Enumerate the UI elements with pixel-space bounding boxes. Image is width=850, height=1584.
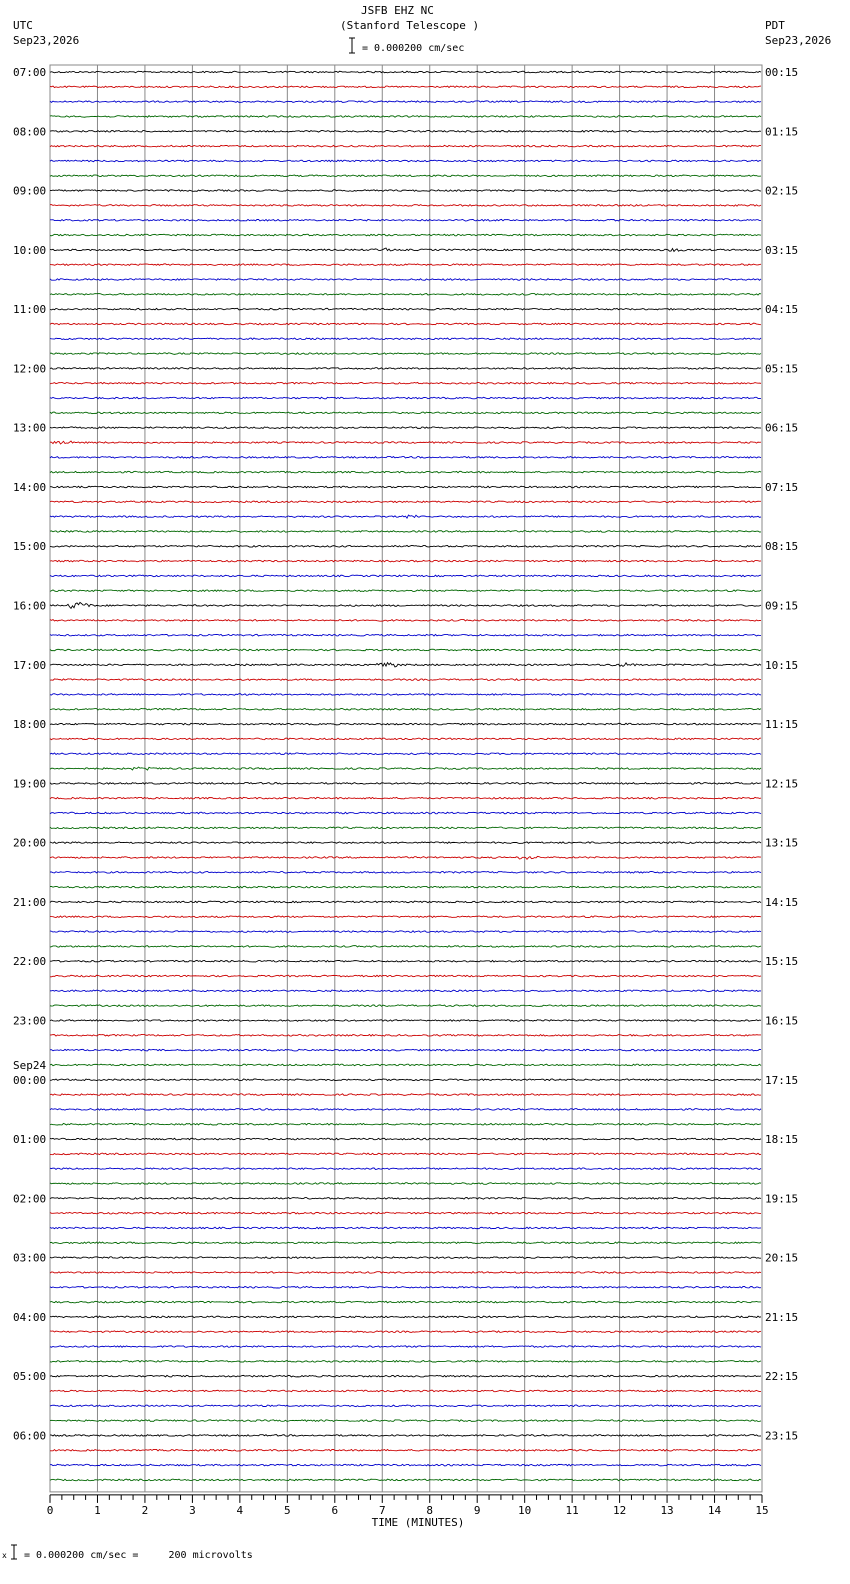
seismic-trace	[50, 738, 761, 740]
pdt-hour-label: 08:15	[765, 540, 799, 554]
pdt-hour-label: 18:15	[765, 1133, 799, 1147]
seismic-trace	[50, 708, 761, 710]
seismic-trace	[50, 975, 761, 977]
seismic-trace	[50, 783, 761, 785]
seismic-trace	[50, 545, 761, 547]
seismic-trace	[50, 1242, 761, 1244]
utc-hour-label: 15:00	[13, 540, 47, 554]
x-tick-label: 14	[707, 1503, 722, 1517]
x-tick-label: 13	[660, 1503, 674, 1517]
utc-hour-label: 07:00	[13, 66, 47, 79]
time-axis	[47, 1495, 769, 1529]
seismic-trace	[50, 620, 761, 622]
seismic-trace	[50, 1464, 761, 1466]
utc-hour-label: 17:00	[13, 658, 47, 672]
pdt-hour-label: 09:15	[765, 599, 799, 613]
seismic-trace	[50, 279, 761, 281]
seismic-trace	[50, 901, 761, 903]
seismic-trace	[50, 382, 761, 384]
utc-hour-label: 11:00	[13, 303, 47, 317]
seismic-trace	[50, 797, 761, 799]
trace-group	[50, 71, 761, 1480]
seismic-trace	[50, 71, 761, 73]
utc-hour-label: 01:00	[13, 1133, 47, 1147]
utc-hour-label: 09:00	[13, 184, 47, 198]
seismic-trace	[50, 634, 761, 636]
seismic-trace	[50, 205, 761, 207]
date-change-label: Sep24	[13, 1058, 47, 1072]
utc-hour-label: 14:00	[13, 480, 47, 494]
seismic-trace	[50, 560, 761, 562]
utc-date-label: Sep23,2026	[13, 34, 80, 47]
utc-hour-label: 05:00	[13, 1370, 47, 1384]
seismic-trace	[50, 501, 761, 503]
seismic-trace	[50, 515, 761, 518]
pdt-hour-label: 21:15	[765, 1310, 799, 1324]
seismic-trace	[50, 368, 761, 370]
pdt-date-label: Sep23,2026	[765, 34, 832, 47]
utc-hour-label: 22:00	[13, 955, 47, 969]
seismic-trace	[50, 649, 761, 651]
seismic-trace	[50, 916, 761, 918]
seismic-trace	[50, 1168, 761, 1170]
seismic-trace	[50, 1020, 761, 1022]
seismic-trace	[50, 1449, 761, 1451]
x-tick-label: 3	[189, 1503, 196, 1517]
seismic-trace	[50, 323, 761, 325]
seismic-trace	[50, 1331, 761, 1333]
pdt-hour-label: 04:15	[765, 303, 799, 317]
seismic-trace	[50, 694, 761, 696]
x-tick-label: 5	[284, 1503, 291, 1517]
seismic-trace	[50, 827, 761, 829]
scale-note: = 0.000200 cm/sec	[362, 43, 465, 54]
seismic-trace	[50, 679, 761, 681]
seismic-trace	[50, 1390, 761, 1392]
seismic-trace	[50, 1212, 761, 1214]
seismic-trace	[50, 160, 761, 162]
footer-scale-bar-marker	[11, 1545, 17, 1559]
seismic-trace	[50, 130, 761, 132]
seismic-trace	[50, 1361, 761, 1363]
x-tick-label: 9	[473, 1503, 481, 1517]
seismic-trace	[50, 1079, 761, 1081]
utc-hour-label: 10:00	[13, 243, 47, 257]
seismic-trace	[50, 1094, 761, 1096]
seismic-trace	[50, 931, 761, 933]
seismic-trace	[50, 723, 761, 725]
site-subtitle: (Stanford Telescope )	[340, 19, 480, 32]
pdt-hour-label: 16:15	[765, 1014, 799, 1028]
seismic-trace	[50, 264, 761, 266]
seismic-trace	[50, 1375, 761, 1377]
seismic-trace	[50, 1346, 761, 1348]
pdt-hour-label: 14:15	[765, 895, 799, 909]
seismic-trace	[50, 812, 761, 814]
pdt-hour-label: 07:15	[765, 480, 799, 494]
seismic-trace	[50, 871, 761, 873]
seismic-trace	[50, 1035, 761, 1037]
seismic-trace	[50, 1198, 761, 1200]
seismic-trace	[50, 338, 761, 340]
utc-hour-label: 00:00	[13, 1073, 47, 1087]
seismic-trace	[50, 397, 761, 399]
seismic-trace	[50, 842, 761, 844]
seismic-trace	[50, 248, 761, 251]
seismic-trace	[50, 856, 761, 859]
pdt-hour-label: 06:15	[765, 421, 799, 435]
x-tick-label: 2	[141, 1503, 149, 1517]
x-tick-label: 7	[378, 1503, 386, 1517]
seismic-trace	[50, 219, 761, 221]
pdt-zone-label: PDT	[765, 19, 785, 32]
x-tick-label: 6	[331, 1503, 339, 1517]
seismic-trace	[50, 590, 761, 592]
utc-hour-label: 16:00	[13, 599, 47, 613]
utc-hour-label: 08:00	[13, 125, 47, 139]
utc-hour-label: 20:00	[13, 836, 47, 850]
seismic-trace	[50, 145, 761, 147]
seismic-trace	[50, 1005, 761, 1007]
seismic-trace	[50, 308, 761, 310]
seismic-trace	[50, 1153, 761, 1155]
footer-prefix: x	[2, 1551, 7, 1560]
scale-bar-marker	[349, 38, 355, 53]
seismic-trace	[50, 175, 761, 177]
seismic-trace	[50, 753, 761, 755]
seismic-trace	[50, 1138, 761, 1140]
seismic-trace	[50, 663, 761, 667]
utc-zone-label: UTC	[13, 19, 33, 32]
seismic-trace	[50, 427, 761, 429]
utc-hour-label: 21:00	[13, 895, 47, 909]
x-tick-label: 8	[426, 1503, 434, 1517]
seismic-trace	[50, 457, 761, 459]
seismic-trace	[50, 531, 761, 533]
pdt-hour-label: 02:15	[765, 184, 799, 198]
seismic-trace	[50, 86, 761, 88]
utc-hour-label: 23:00	[13, 1014, 47, 1028]
seismic-trace	[50, 1272, 761, 1274]
seismic-trace	[50, 353, 761, 355]
seismic-trace	[50, 1435, 761, 1437]
x-tick-label: 1	[94, 1503, 101, 1517]
x-tick-label: 4	[236, 1503, 244, 1517]
pdt-hour-label: 15:15	[765, 955, 799, 969]
pdt-hour-label: 05:15	[765, 362, 799, 376]
pdt-hour-label: 22:15	[765, 1370, 799, 1384]
seismic-trace	[50, 471, 761, 473]
pdt-hour-label: 23:15	[765, 1429, 799, 1443]
seismic-trace	[50, 1286, 761, 1288]
seismic-trace	[50, 1257, 761, 1259]
footer-scale-note: = 0.000200 cm/sec = 200 microvolts	[24, 1550, 253, 1561]
station-title: JSFB EHZ NC	[361, 4, 434, 17]
seismic-trace	[50, 116, 761, 118]
seismic-trace	[50, 1049, 761, 1051]
seismic-trace	[50, 234, 761, 236]
utc-hour-label: 13:00	[13, 421, 47, 435]
seismic-trace	[50, 946, 761, 948]
pdt-hour-label: 10:15	[765, 658, 799, 672]
pdt-hour-label: 11:15	[765, 718, 799, 732]
seismic-trace	[50, 886, 761, 888]
x-axis-label: TIME (MINUTES)	[371, 1515, 465, 1529]
utc-hour-label: 06:00	[13, 1429, 47, 1443]
pdt-hour-label: 20:15	[765, 1251, 799, 1265]
pdt-hour-label: 12:15	[765, 777, 799, 791]
pdt-hour-label: 13:15	[765, 836, 799, 850]
seismic-trace	[50, 486, 761, 488]
seismic-trace	[50, 441, 761, 444]
seismic-trace	[50, 1064, 761, 1066]
seismic-trace	[50, 1123, 761, 1125]
x-tick-label: 15	[755, 1503, 769, 1517]
seismic-trace	[50, 412, 761, 414]
seismic-trace	[50, 1479, 761, 1481]
pdt-hour-label: 19:15	[765, 1192, 799, 1206]
utc-hour-label: 18:00	[13, 718, 47, 732]
seismic-trace	[50, 1405, 761, 1407]
utc-hour-label: 03:00	[13, 1251, 47, 1265]
x-tick-label: 11	[565, 1503, 579, 1517]
seismic-trace	[50, 1109, 761, 1111]
utc-hour-label: 12:00	[13, 362, 47, 376]
seismic-trace	[50, 990, 761, 992]
seismic-trace	[50, 1227, 761, 1229]
seismic-trace	[50, 190, 761, 192]
pdt-hour-label: 01:15	[765, 125, 799, 139]
x-tick-label: 10	[518, 1503, 532, 1517]
seismic-trace	[50, 1420, 761, 1422]
seismic-trace	[50, 101, 761, 103]
utc-hour-label: 02:00	[13, 1192, 47, 1206]
pdt-hour-label: 00:15	[765, 66, 799, 79]
seismic-trace	[50, 1316, 761, 1318]
x-tick-label: 0	[46, 1503, 54, 1517]
x-tick-label: 12	[612, 1503, 627, 1517]
seismic-trace	[50, 294, 761, 296]
utc-hour-label: 19:00	[13, 777, 47, 791]
utc-hour-label: 04:00	[13, 1310, 47, 1324]
pdt-hour-label: 17:15	[765, 1073, 799, 1087]
seismic-trace	[50, 575, 761, 577]
seismic-trace	[50, 1301, 761, 1303]
pdt-hour-label: 03:15	[765, 243, 799, 257]
seismic-trace	[50, 1183, 761, 1185]
seismic-trace	[50, 767, 761, 770]
seismic-trace	[50, 960, 761, 962]
seismic-trace	[50, 602, 761, 608]
